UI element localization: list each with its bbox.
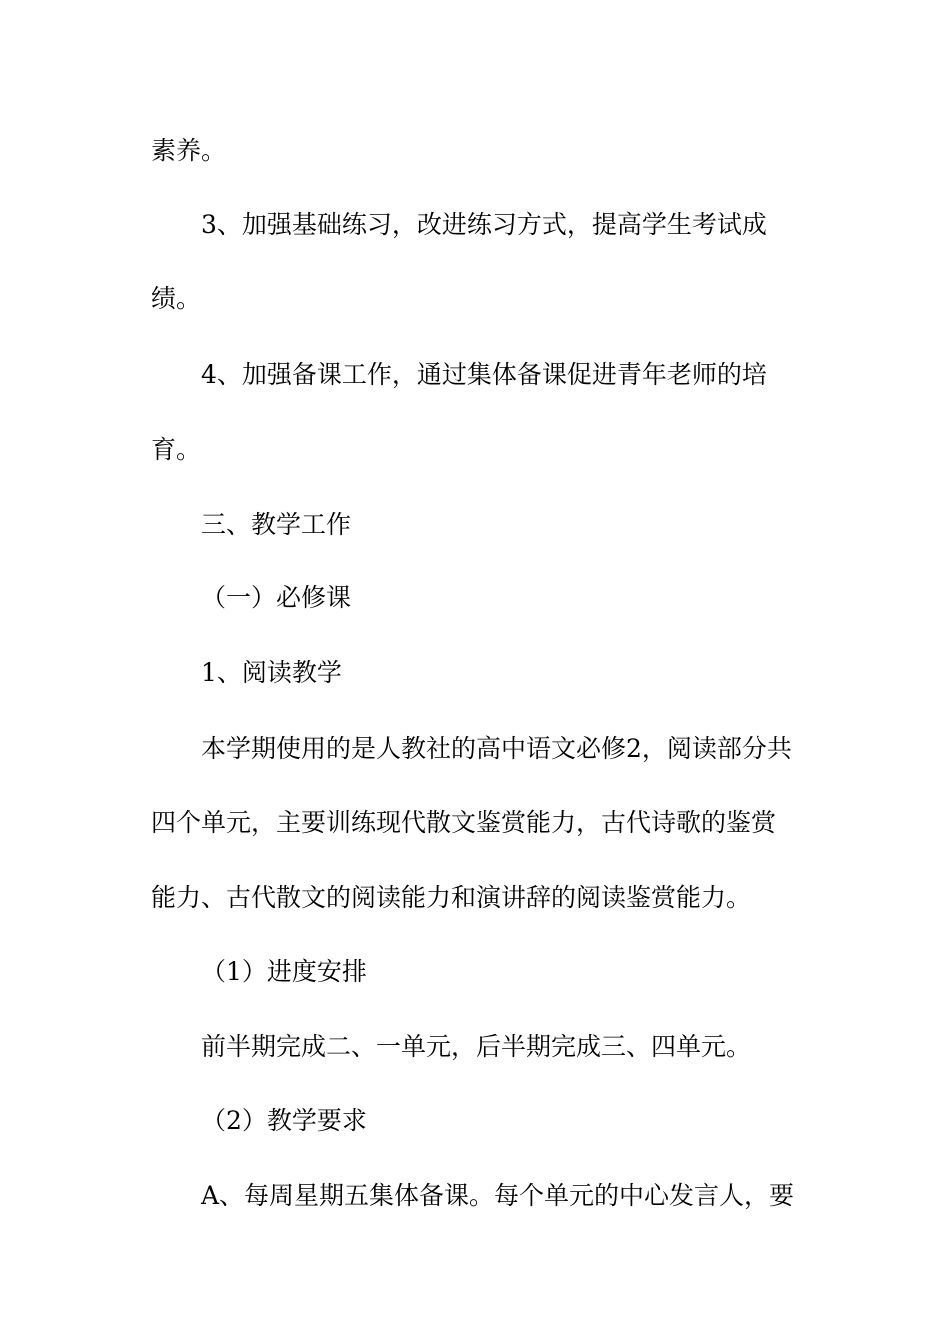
list-item-3: 3、加强基础练习，改进练习方式，提高学生考试成: [201, 210, 767, 239]
list-item-4-continuation: 育。: [151, 435, 202, 464]
item-heading-requirements: （2）教学要求: [201, 1106, 367, 1135]
paragraph-line: 能力、古代散文的阅读能力和演讲辞的阅读鉴赏能力。: [151, 883, 752, 912]
paragraph-line: 本学期使用的是人教社的高中语文必修2，阅读部分共: [201, 734, 792, 763]
list-item-3-continuation: 绩。: [151, 284, 202, 313]
item-heading-reading-teaching: 1、阅读教学: [201, 658, 342, 687]
section-heading-teaching-work: 三、教学工作: [201, 510, 352, 539]
subsection-heading-required-course: （一）必修课: [201, 583, 352, 612]
paragraph-line: 四个单元，主要训练现代散文鉴赏能力，古代诗歌的鉴赏: [151, 808, 777, 837]
list-item-4: 4、加强备课工作，通过集体备课促进青年老师的培: [201, 360, 767, 389]
paragraph-line-continuation: 素养。: [151, 136, 227, 165]
paragraph-line: 前半期完成二、一单元，后半期完成三、四单元。: [201, 1032, 752, 1061]
paragraph-line: A、每周星期五集体备课。每个单元的中心发言人，要: [201, 1181, 795, 1210]
item-heading-schedule: （1）进度安排: [201, 957, 367, 986]
